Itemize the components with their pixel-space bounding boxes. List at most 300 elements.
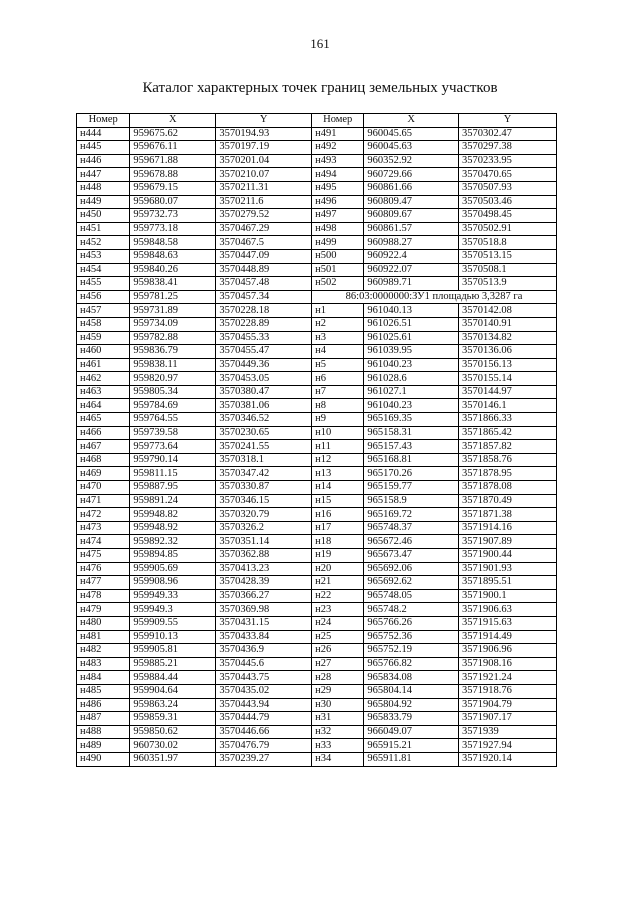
y-coordinate-cell: 3570467.5	[216, 236, 312, 250]
point-number-cell: н469	[77, 467, 130, 481]
point-number-cell: н15	[312, 494, 364, 508]
y-coordinate-cell: 3571906.63	[459, 603, 557, 617]
x-coordinate-cell: 959676.11	[130, 141, 216, 155]
y-coordinate-cell: 3570302.47	[459, 127, 557, 141]
point-number-cell: н480	[77, 616, 130, 630]
table-row	[77, 725, 557, 739]
point-number-cell: н34	[312, 752, 364, 766]
y-coordinate-cell: 3570508.1	[459, 263, 557, 277]
point-number-cell: н491	[312, 127, 364, 141]
point-number-cell: н18	[312, 535, 364, 549]
x-coordinate-cell: 965672.46	[364, 535, 459, 549]
point-number-cell: н501	[312, 263, 364, 277]
y-coordinate-cell: 3570470.65	[459, 168, 557, 182]
y-coordinate-cell: 3570239.27	[216, 752, 312, 766]
y-coordinate-cell: 3570326.2	[216, 521, 312, 535]
x-coordinate-cell: 959781.25	[130, 290, 216, 304]
point-number-cell: н463	[77, 385, 130, 399]
y-coordinate-cell: 3571908.16	[459, 657, 557, 671]
x-coordinate-cell: 959773.18	[130, 222, 216, 236]
point-number-cell: н479	[77, 603, 130, 617]
table-row	[77, 413, 557, 427]
x-coordinate-cell: 959764.55	[130, 413, 216, 427]
x-coordinate-cell: 959680.07	[130, 195, 216, 209]
x-coordinate-cell: 959773.64	[130, 440, 216, 454]
y-coordinate-cell: 3571904.79	[459, 698, 557, 712]
point-number-cell: н6	[312, 372, 364, 386]
point-number-cell: н27	[312, 657, 364, 671]
y-coordinate-cell: 3570433.84	[216, 630, 312, 644]
point-number-cell: н451	[77, 222, 130, 236]
point-number-cell: н21	[312, 576, 364, 590]
point-number-cell: н500	[312, 249, 364, 263]
x-coordinate-cell: 959838.41	[130, 277, 216, 291]
x-coordinate-cell: 965766.82	[364, 657, 459, 671]
point-number-cell: н464	[77, 399, 130, 413]
y-coordinate-cell: 3570498.45	[459, 209, 557, 223]
header-y-2: Y	[459, 114, 557, 128]
y-coordinate-cell: 3570156.13	[459, 358, 557, 372]
point-number-cell: н455	[77, 277, 130, 291]
header-x: X	[130, 114, 216, 128]
x-coordinate-cell: 960730.02	[130, 739, 216, 753]
y-coordinate-cell: 3570381.06	[216, 399, 312, 413]
y-coordinate-cell: 3570448.89	[216, 263, 312, 277]
x-coordinate-cell: 959887.95	[130, 481, 216, 495]
y-coordinate-cell: 3571906.96	[459, 644, 557, 658]
point-number-cell: н458	[77, 317, 130, 331]
point-number-cell: н494	[312, 168, 364, 182]
y-coordinate-cell: 3571858.76	[459, 453, 557, 467]
x-coordinate-cell: 961040.23	[364, 399, 459, 413]
point-number-cell: н454	[77, 263, 130, 277]
table-row	[77, 263, 557, 277]
point-number-cell: н493	[312, 154, 364, 168]
y-coordinate-cell: 3571907.17	[459, 712, 557, 726]
x-coordinate-cell: 965804.14	[364, 684, 459, 698]
y-coordinate-cell: 3570443.94	[216, 698, 312, 712]
y-coordinate-cell: 3571857.82	[459, 440, 557, 454]
point-number-cell: н445	[77, 141, 130, 155]
point-number-cell: н16	[312, 508, 364, 522]
point-number-cell: н452	[77, 236, 130, 250]
x-coordinate-cell: 960861.66	[364, 181, 459, 195]
point-number-cell: н10	[312, 426, 364, 440]
point-number-cell: н461	[77, 358, 130, 372]
point-number-cell: н502	[312, 277, 364, 291]
point-number-cell: н487	[77, 712, 130, 726]
x-coordinate-cell: 959905.81	[130, 644, 216, 658]
point-number-cell: н485	[77, 684, 130, 698]
table-row	[77, 562, 557, 576]
point-number-cell: н468	[77, 453, 130, 467]
y-coordinate-cell: 3570431.15	[216, 616, 312, 630]
x-coordinate-cell: 959850.62	[130, 725, 216, 739]
point-number-cell: н19	[312, 549, 364, 563]
point-number-cell: н486	[77, 698, 130, 712]
y-coordinate-cell: 3570346.15	[216, 494, 312, 508]
x-coordinate-cell: 961040.23	[364, 358, 459, 372]
y-coordinate-cell: 3570455.33	[216, 331, 312, 345]
point-number-cell: н24	[312, 616, 364, 630]
y-coordinate-cell: 3570467.29	[216, 222, 312, 236]
x-coordinate-cell: 959884.44	[130, 671, 216, 685]
x-coordinate-cell: 960809.67	[364, 209, 459, 223]
table-row	[77, 236, 557, 250]
y-coordinate-cell: 3570366.27	[216, 589, 312, 603]
point-number-cell: н497	[312, 209, 364, 223]
point-number-cell: н498	[312, 222, 364, 236]
y-coordinate-cell: 3570230.65	[216, 426, 312, 440]
y-coordinate-cell: 3571900.1	[459, 589, 557, 603]
point-number-cell: н14	[312, 481, 364, 495]
point-number-cell: н22	[312, 589, 364, 603]
x-coordinate-cell: 959840.26	[130, 263, 216, 277]
point-number-cell: н450	[77, 209, 130, 223]
x-coordinate-cell: 959949.3	[130, 603, 216, 617]
table-row	[77, 331, 557, 345]
x-coordinate-cell: 959675.62	[130, 127, 216, 141]
point-number-cell: н31	[312, 712, 364, 726]
point-number-cell: н476	[77, 562, 130, 576]
x-coordinate-cell: 961040.13	[364, 304, 459, 318]
x-coordinate-cell: 959678.88	[130, 168, 216, 182]
point-number-cell: н492	[312, 141, 364, 155]
y-coordinate-cell: 3571914.49	[459, 630, 557, 644]
table-row	[77, 399, 557, 413]
y-coordinate-cell: 3571918.76	[459, 684, 557, 698]
x-coordinate-cell: 959805.34	[130, 385, 216, 399]
table-row	[77, 345, 557, 359]
point-number-cell: н482	[77, 644, 130, 658]
point-number-cell: н470	[77, 481, 130, 495]
y-coordinate-cell: 3570297.38	[459, 141, 557, 155]
table-row	[77, 440, 557, 454]
table-row	[77, 589, 557, 603]
x-coordinate-cell: 965157.43	[364, 440, 459, 454]
point-number-cell: н4	[312, 345, 364, 359]
x-coordinate-cell: 965748.37	[364, 521, 459, 535]
y-coordinate-cell: 3570369.98	[216, 603, 312, 617]
table-row	[77, 616, 557, 630]
point-number-cell: н496	[312, 195, 364, 209]
y-coordinate-cell: 3570320.79	[216, 508, 312, 522]
point-number-cell: н481	[77, 630, 130, 644]
x-coordinate-cell: 959679.15	[130, 181, 216, 195]
point-number-cell: н471	[77, 494, 130, 508]
point-number-cell: н489	[77, 739, 130, 753]
header-number-2: Номер	[312, 114, 364, 128]
y-coordinate-cell: 3570330.87	[216, 481, 312, 495]
table-row	[77, 603, 557, 617]
x-coordinate-cell: 965168.81	[364, 453, 459, 467]
x-coordinate-cell: 965752.19	[364, 644, 459, 658]
x-coordinate-cell: 965169.35	[364, 413, 459, 427]
y-coordinate-cell: 3570211.31	[216, 181, 312, 195]
x-coordinate-cell: 965804.92	[364, 698, 459, 712]
y-coordinate-cell: 3570351.14	[216, 535, 312, 549]
y-coordinate-cell: 3571939	[459, 725, 557, 739]
y-coordinate-cell: 3571865.42	[459, 426, 557, 440]
table-row	[77, 576, 557, 590]
table-row	[77, 304, 557, 318]
y-coordinate-cell: 3570228.89	[216, 317, 312, 331]
table-row	[77, 684, 557, 698]
table-row	[77, 644, 557, 658]
table-row	[77, 657, 557, 671]
table-row	[77, 426, 557, 440]
x-coordinate-cell: 960922.07	[364, 263, 459, 277]
y-coordinate-cell: 3570453.05	[216, 372, 312, 386]
table-row	[77, 549, 557, 563]
y-coordinate-cell: 3570233.95	[459, 154, 557, 168]
x-coordinate-cell: 965158.9	[364, 494, 459, 508]
table-row	[77, 222, 557, 236]
y-coordinate-cell: 3570513.9	[459, 277, 557, 291]
y-coordinate-cell: 3570457.34	[216, 290, 312, 304]
x-coordinate-cell: 960045.63	[364, 141, 459, 155]
point-number-cell: н488	[77, 725, 130, 739]
x-coordinate-cell: 966049.07	[364, 725, 459, 739]
point-number-cell: н475	[77, 549, 130, 563]
y-coordinate-cell: 3570362.88	[216, 549, 312, 563]
x-coordinate-cell: 965170.26	[364, 467, 459, 481]
point-number-cell: н5	[312, 358, 364, 372]
point-number-cell: н13	[312, 467, 364, 481]
x-coordinate-cell: 959790.14	[130, 453, 216, 467]
y-coordinate-cell: 3571900.44	[459, 549, 557, 563]
x-coordinate-cell: 959848.63	[130, 249, 216, 263]
x-coordinate-cell: 959885.21	[130, 657, 216, 671]
y-coordinate-cell: 3570146.1	[459, 399, 557, 413]
point-number-cell: н477	[77, 576, 130, 590]
point-number-cell: н444	[77, 127, 130, 141]
x-coordinate-cell: 960352.92	[364, 154, 459, 168]
y-coordinate-cell: 3570318.1	[216, 453, 312, 467]
point-number-cell: н32	[312, 725, 364, 739]
y-coordinate-cell: 3570155.14	[459, 372, 557, 386]
y-coordinate-cell: 3571921.24	[459, 671, 557, 685]
point-number-cell: н7	[312, 385, 364, 399]
point-number-cell: н3	[312, 331, 364, 345]
table-row	[77, 290, 557, 304]
table-row	[77, 453, 557, 467]
x-coordinate-cell: 965169.72	[364, 508, 459, 522]
y-coordinate-cell: 3570444.79	[216, 712, 312, 726]
table-row	[77, 698, 557, 712]
y-coordinate-cell: 3571901.93	[459, 562, 557, 576]
y-coordinate-cell: 3570455.47	[216, 345, 312, 359]
y-coordinate-cell: 3570197.19	[216, 141, 312, 155]
point-number-cell: н460	[77, 345, 130, 359]
y-coordinate-cell: 3571915.63	[459, 616, 557, 630]
x-coordinate-cell: 959904.64	[130, 684, 216, 698]
y-coordinate-cell: 3571907.89	[459, 535, 557, 549]
header-number: Номер	[77, 114, 130, 128]
x-coordinate-cell: 965692.62	[364, 576, 459, 590]
table-row	[77, 712, 557, 726]
y-coordinate-cell: 3570194.93	[216, 127, 312, 141]
y-coordinate-cell: 3570443.75	[216, 671, 312, 685]
y-coordinate-cell: 3571871.38	[459, 508, 557, 522]
y-coordinate-cell: 3571878.95	[459, 467, 557, 481]
header-y: Y	[216, 114, 312, 128]
y-coordinate-cell: 3570513.15	[459, 249, 557, 263]
point-number-cell: н462	[77, 372, 130, 386]
y-coordinate-cell: 3571870.49	[459, 494, 557, 508]
point-number-cell: н26	[312, 644, 364, 658]
point-number-cell: н2	[312, 317, 364, 331]
point-number-cell: н30	[312, 698, 364, 712]
table-row	[77, 739, 557, 753]
point-number-cell: н449	[77, 195, 130, 209]
x-coordinate-cell: 959949.33	[130, 589, 216, 603]
y-coordinate-cell: 3570136.06	[459, 345, 557, 359]
x-coordinate-cell: 959910.13	[130, 630, 216, 644]
x-coordinate-cell: 959782.88	[130, 331, 216, 345]
y-coordinate-cell: 3570457.48	[216, 277, 312, 291]
point-number-cell: н453	[77, 249, 130, 263]
y-coordinate-cell: 3570201.04	[216, 154, 312, 168]
y-coordinate-cell: 3570347.42	[216, 467, 312, 481]
x-coordinate-cell: 959732.73	[130, 209, 216, 223]
x-coordinate-cell: 965748.05	[364, 589, 459, 603]
y-coordinate-cell: 3570428.39	[216, 576, 312, 590]
x-coordinate-cell: 959905.69	[130, 562, 216, 576]
point-number-cell: н472	[77, 508, 130, 522]
y-coordinate-cell: 3571866.33	[459, 413, 557, 427]
x-coordinate-cell: 959671.88	[130, 154, 216, 168]
point-number-cell: н465	[77, 413, 130, 427]
points-catalog-table	[76, 113, 557, 767]
point-number-cell: н483	[77, 657, 130, 671]
x-coordinate-cell: 965766.26	[364, 616, 459, 630]
x-coordinate-cell: 959908.96	[130, 576, 216, 590]
point-number-cell: н448	[77, 181, 130, 195]
point-number-cell: н1	[312, 304, 364, 318]
table-row	[77, 141, 557, 155]
x-coordinate-cell: 965915.21	[364, 739, 459, 753]
table-row	[77, 385, 557, 399]
y-coordinate-cell: 3570210.07	[216, 168, 312, 182]
x-coordinate-cell: 959820.97	[130, 372, 216, 386]
x-coordinate-cell: 961027.1	[364, 385, 459, 399]
point-number-cell: н25	[312, 630, 364, 644]
table-row	[77, 168, 557, 182]
point-number-cell: н17	[312, 521, 364, 535]
header-x-2: X	[364, 114, 459, 128]
x-coordinate-cell: 959948.82	[130, 508, 216, 522]
point-number-cell: н459	[77, 331, 130, 345]
x-coordinate-cell: 959739.58	[130, 426, 216, 440]
table-row	[77, 372, 557, 386]
point-number-cell: н456	[77, 290, 130, 304]
x-coordinate-cell: 960729.66	[364, 168, 459, 182]
y-coordinate-cell: 3570507.93	[459, 181, 557, 195]
x-coordinate-cell: 959838.11	[130, 358, 216, 372]
x-coordinate-cell: 961025.61	[364, 331, 459, 345]
y-coordinate-cell: 3570144.97	[459, 385, 557, 399]
table-row	[77, 508, 557, 522]
y-coordinate-cell: 3570476.79	[216, 739, 312, 753]
x-coordinate-cell: 959948.92	[130, 521, 216, 535]
x-coordinate-cell: 961026.51	[364, 317, 459, 331]
table-row	[77, 127, 557, 141]
table-row	[77, 249, 557, 263]
x-coordinate-cell: 965748.2	[364, 603, 459, 617]
y-coordinate-cell: 3570211.6	[216, 195, 312, 209]
x-coordinate-cell: 959731.89	[130, 304, 216, 318]
point-number-cell: н28	[312, 671, 364, 685]
parcel-note-cell: 86:03:0000000:ЗУ1 площадью 3,3287 га	[312, 290, 557, 304]
x-coordinate-cell: 960045.65	[364, 127, 459, 141]
table-row	[77, 467, 557, 481]
y-coordinate-cell: 3570413.23	[216, 562, 312, 576]
point-number-cell: н33	[312, 739, 364, 753]
x-coordinate-cell: 960809.47	[364, 195, 459, 209]
point-number-cell: н29	[312, 684, 364, 698]
x-coordinate-cell: 960861.57	[364, 222, 459, 236]
y-coordinate-cell: 3570503.46	[459, 195, 557, 209]
y-coordinate-cell: 3571920.14	[459, 752, 557, 766]
x-coordinate-cell: 961028.6	[364, 372, 459, 386]
y-coordinate-cell: 3570241.55	[216, 440, 312, 454]
point-number-cell: н499	[312, 236, 364, 250]
point-number-cell: н11	[312, 440, 364, 454]
page-number: 161	[310, 36, 330, 51]
table-row	[77, 671, 557, 685]
y-coordinate-cell: 3570346.52	[216, 413, 312, 427]
point-number-cell: н473	[77, 521, 130, 535]
table-row	[77, 195, 557, 209]
point-number-cell: н495	[312, 181, 364, 195]
point-number-cell: н467	[77, 440, 130, 454]
x-coordinate-cell: 959836.79	[130, 345, 216, 359]
y-coordinate-cell: 3570435.02	[216, 684, 312, 698]
table-row	[77, 630, 557, 644]
x-coordinate-cell: 960989.71	[364, 277, 459, 291]
y-coordinate-cell: 3571914.16	[459, 521, 557, 535]
x-coordinate-cell: 959891.24	[130, 494, 216, 508]
y-coordinate-cell: 3570446.66	[216, 725, 312, 739]
x-coordinate-cell: 965158.31	[364, 426, 459, 440]
point-number-cell: н490	[77, 752, 130, 766]
y-coordinate-cell: 3570142.08	[459, 304, 557, 318]
x-coordinate-cell: 959909.55	[130, 616, 216, 630]
y-coordinate-cell: 3570279.52	[216, 209, 312, 223]
x-coordinate-cell: 961039.95	[364, 345, 459, 359]
point-number-cell: н23	[312, 603, 364, 617]
table-row	[77, 752, 557, 766]
y-coordinate-cell: 3570134.82	[459, 331, 557, 345]
page-title: Каталог характерных точек границ земельных участков	[142, 80, 498, 96]
x-coordinate-cell: 959848.58	[130, 236, 216, 250]
x-coordinate-cell: 960922.4	[364, 249, 459, 263]
y-coordinate-cell: 3570447.09	[216, 249, 312, 263]
y-coordinate-cell: 3570228.18	[216, 304, 312, 318]
y-coordinate-cell: 3570518.8	[459, 236, 557, 250]
point-number-cell: н466	[77, 426, 130, 440]
table-row	[77, 181, 557, 195]
x-coordinate-cell: 965911.81	[364, 752, 459, 766]
x-coordinate-cell: 965752.36	[364, 630, 459, 644]
table-row	[77, 209, 557, 223]
x-coordinate-cell: 959784.69	[130, 399, 216, 413]
point-number-cell: н12	[312, 453, 364, 467]
y-coordinate-cell: 3570449.36	[216, 358, 312, 372]
table-header-row	[77, 114, 557, 128]
point-number-cell: н484	[77, 671, 130, 685]
